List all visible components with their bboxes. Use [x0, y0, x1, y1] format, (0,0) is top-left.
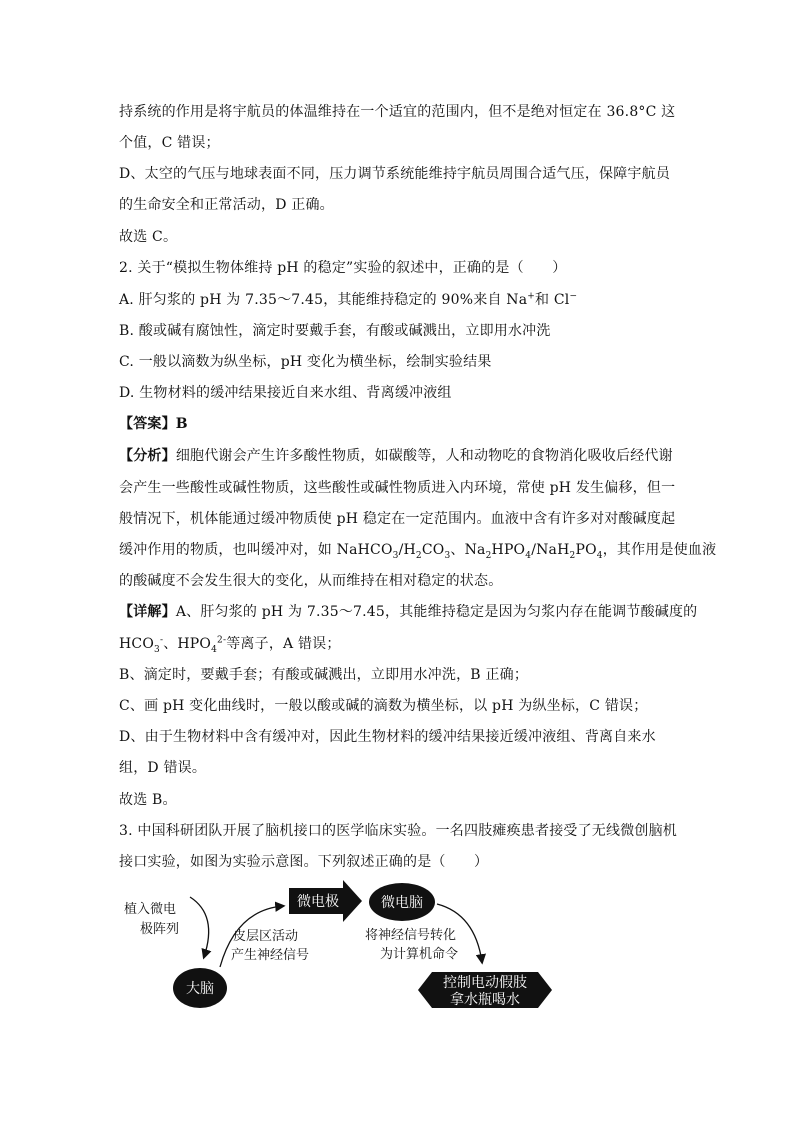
superscript: 2- [217, 635, 227, 646]
detail-line: B、滴定时，要戴手套；有酸或碱溅出，立即用水冲洗，B 正确； [119, 667, 529, 683]
paragraph-line: 个值，C 错误； [119, 135, 220, 151]
implant-label: 极阵列 [140, 922, 180, 937]
option-a-text: 和 Cl [535, 292, 570, 308]
analysis-text: 缓冲作用的物质，也叫缓冲对，如 NaHCO [119, 542, 393, 558]
analysis-text: 、Na [450, 542, 486, 558]
implant-label: 植入微电 [124, 902, 177, 917]
implant-arrow [190, 897, 209, 957]
control-label: 拿水瓶喝水 [450, 992, 520, 1008]
subscript: 3 [444, 550, 451, 561]
superscript: + [527, 291, 536, 302]
detail-text: A、肝匀浆的 pH 为 7.35～7.45，其能维持稳定是因为匀浆内存在能调节酸碱度的 [175, 604, 698, 620]
analysis-text: PO [575, 542, 597, 558]
cortex-label: 产生神经信号 [231, 948, 310, 963]
subscript: 3 [154, 644, 160, 655]
detail-text: HCO [119, 636, 154, 652]
subscript: 2 [415, 550, 422, 561]
analysis-line [119, 446, 673, 466]
subscript: 2 [569, 550, 576, 561]
analysis-text: /NaH [531, 542, 570, 558]
analysis-line: 般情况下，机体能通过缓冲物质使 pH 稳定在一定范围内。血液中含有许多对对酸碱度起 [119, 511, 676, 527]
detail-tag: 【详解】 [119, 604, 176, 620]
question-2-option-b: B. 酸或碱有腐蚀性，滴定时要戴手套，有酸或碱溅出，立即用水冲洗 [119, 323, 551, 339]
subscript: 3 [392, 550, 399, 561]
option-a-text: A. 肝匀浆的 pH 为 7.35～7.45，其能维持稳定的 90%来自 Na [119, 292, 528, 308]
analysis-line [119, 540, 716, 560]
question-2-option-d: D. 生物材料的缓冲结果接近自来水组、背离缓冲液组 [119, 385, 452, 401]
detail-text: 、HPO [163, 636, 212, 652]
subscript: 4 [596, 550, 603, 561]
detail-line: 组，D 错误。 [119, 760, 207, 776]
detail-line: C、画 pH 变化曲线时，一般以酸或碱的滴数为横坐标，以 pH 为纵坐标，C 错误； [119, 698, 648, 714]
subscript: 2 [485, 550, 492, 561]
brain-computer-interface-diagram [0, 870, 794, 1030]
subscript: 4 [211, 644, 218, 655]
question-3-stem: 3. 中国科研团队开展了脑机接口的医学临床实验。一名四肢瘫痪患者接受了无线微创脑机 [119, 823, 678, 839]
question-2-option-a [119, 290, 577, 310]
detail-line [119, 602, 697, 622]
paragraph-line: D、太空的气压与地球表面不同，压力调节系统能维持宇航员周围合适气压，保障宇航员 [119, 166, 671, 182]
superscript: − [569, 291, 578, 302]
question-2-option-c: C. 一般以滴数为纵坐标，pH 变化为横坐标，绘制实验结果 [119, 354, 492, 370]
superscript: - [159, 635, 164, 646]
convert-label: 为计算机命令 [380, 947, 459, 962]
analysis-text: CO [421, 542, 445, 558]
control-label: 控制电动假肢 [443, 975, 527, 991]
paragraph-line: 故选 C。 [119, 229, 178, 245]
brain-label: 大脑 [186, 981, 214, 997]
paragraph-line: 持系统的作用是将宇航员的体温维持在一个适宜的范围内，但不是绝对恒定在 36.8°C 这 [119, 104, 676, 120]
convert-label: 将神经信号转化 [365, 928, 457, 943]
analysis-tag: 【分析】 [119, 448, 176, 464]
analysis-line: 会产生一些酸性或碱性物质，这些酸性或碱性物质进入内环境，常使 pH 发生偏移，但一 [119, 480, 676, 496]
question-2-stem: 2. 关于“模拟生物体维持 pH 的稳定”实验的叙述中，正确的是（ ） [119, 260, 567, 276]
detail-line: 故选 B。 [119, 792, 177, 808]
question-3-stem: 接口实验，如图为实验示意图。下列叙述正确的是（ ） [119, 854, 489, 870]
analysis-text: /H [398, 542, 416, 558]
analysis-text: ，其作用是使血液 [602, 542, 717, 558]
microcomputer-label: 微电脑 [381, 895, 423, 911]
detail-text: 等离子，A 错误； [226, 636, 341, 652]
analysis-line: 的酸碱度不会发生很大的变化，从而维持在相对稳定的状态。 [119, 573, 503, 589]
microelectrode-label: 微电极 [297, 894, 339, 910]
subscript: 4 [525, 550, 532, 561]
answer-label: 【答案】B [119, 416, 188, 432]
detail-line: D、由于生物材料中含有缓冲对，因此生物材料的缓冲结果接近缓冲液组、背离自来水 [119, 729, 656, 745]
cortex-label: 皮层区活动 [233, 929, 299, 944]
analysis-text: 细胞代谢会产生许多酸性物质，如碳酸等，人和动物吃的食物消化吸收后经代谢 [175, 448, 673, 464]
paragraph-line: 的生命安全和正常活动，D 正确。 [119, 197, 334, 213]
detail-line [119, 634, 341, 654]
analysis-text: HPO [491, 542, 526, 558]
